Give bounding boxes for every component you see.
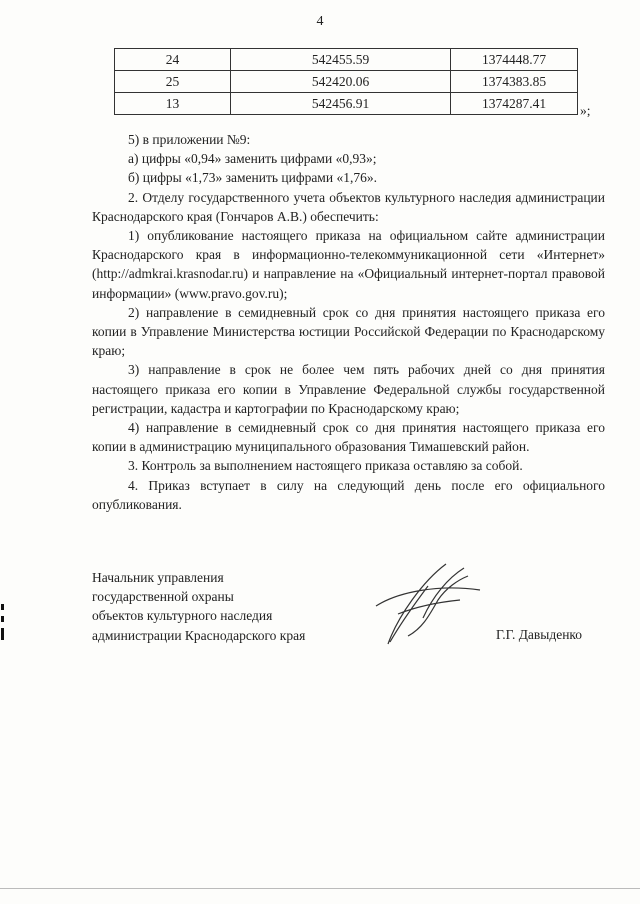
table-row	[115, 93, 578, 115]
signatory-title-line: администрации Краснодарского края	[92, 627, 306, 643]
table-cell: 542420.06	[231, 71, 451, 93]
table-cell: 542455.59	[231, 49, 451, 71]
table-cell: 24	[115, 49, 231, 71]
paragraph: 1) опубликование настоящего приказа на официальном сайте администрации Краснодарского края в информационно-телекоммуникационной сети «Интернет» (http://admkrai.krasnodar.ru) и направление на «Официальный интернет-портал правовой информации» (www.pravo.gov.ru);	[92, 228, 605, 301]
signatory-title	[92, 568, 305, 645]
paragraph: 4. Приказ вступает в силу на следующий день после его официального опубликования.	[92, 477, 605, 512]
binding-marks	[0, 604, 6, 644]
paragraph: 5) в приложении №9:	[128, 132, 251, 147]
signatory-title-line: объектов культурного наследия	[92, 608, 273, 624]
table-row	[115, 71, 578, 93]
paragraph: б) цифры «1,73» заменить цифрами «1,76».	[128, 170, 377, 186]
signatory-title-line: Начальник управления	[92, 570, 224, 585]
paragraph: 2. Отделу государственного учета объектов культурного наследия администрации Краснодарского края (Гончаров А.В.) обеспечить:	[92, 189, 605, 224]
paragraph: а) цифры «0,94» заменить цифрами «0,93»;	[128, 151, 377, 167]
scan-edge	[0, 888, 640, 889]
paragraph: 3. Контроль за выполнением настоящего приказа оставляю за собой.	[128, 458, 523, 474]
table-closing-mark: »;	[580, 103, 591, 118]
document-body	[92, 130, 605, 514]
table-cell: 542456.91	[231, 93, 451, 115]
signatory-name: Г.Г. Давыденко	[496, 627, 583, 642]
paragraph: 3) направление в срок не более чем пять рабочих дней со дня принятия настоящего приказа его копии в Управление Федеральной службы государственной регистрации, кадастра и картографии по Краснодарскому краю;	[92, 362, 605, 416]
paragraph: 2) направление в семидневный срок со дня принятия настоящего приказа его копии в Управление Министерства юстиции Российской Федерации по Краснодарскому краю;	[92, 304, 605, 359]
paragraph: 4) направление в семидневный срок со дня принятия настоящего приказа его копии в администрацию муниципального образования Тимашевский район.	[92, 420, 605, 455]
table-cell: 1374448.77	[451, 49, 578, 71]
table-cell: 1374383.85	[451, 71, 578, 93]
table-cell: 1374287.41	[451, 93, 578, 115]
coordinates-table	[114, 48, 578, 115]
table-cell: 25	[115, 71, 231, 93]
table-row	[115, 49, 578, 71]
table-cell: 13	[115, 93, 231, 115]
handwritten-signature	[368, 556, 488, 652]
signatory-title-line: государственной охраны	[92, 589, 234, 605]
page-number: 4	[316, 14, 324, 29]
